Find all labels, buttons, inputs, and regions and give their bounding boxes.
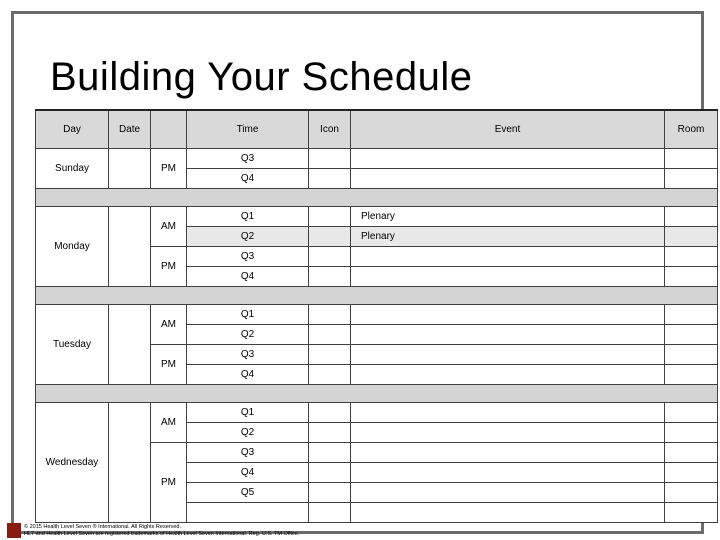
day-cell: Sunday — [36, 149, 109, 189]
date-cell[interactable] — [109, 207, 151, 287]
icon-cell[interactable] — [309, 267, 351, 287]
icon-cell[interactable] — [309, 305, 351, 325]
room-cell[interactable] — [665, 325, 718, 345]
room-cell[interactable] — [665, 403, 718, 423]
time-cell: Q4 — [187, 365, 309, 385]
room-cell[interactable] — [665, 443, 718, 463]
icon-cell[interactable] — [309, 403, 351, 423]
time-cell: Q2 — [187, 325, 309, 345]
room-cell[interactable] — [665, 483, 718, 503]
separator-cell — [36, 189, 718, 207]
period-cell: AM — [151, 207, 187, 247]
icon-cell[interactable] — [309, 463, 351, 483]
icon-cell[interactable] — [309, 227, 351, 247]
event-cell[interactable] — [351, 267, 665, 287]
header-event: Event — [351, 110, 665, 149]
icon-cell[interactable] — [309, 483, 351, 503]
day-separator-row — [36, 287, 718, 305]
time-cell: Q4 — [187, 169, 309, 189]
day-cell: Monday — [36, 207, 109, 287]
icon-cell[interactable] — [309, 149, 351, 169]
time-cell: Q2 — [187, 423, 309, 443]
time-cell: Q4 — [187, 463, 309, 483]
event-cell[interactable] — [351, 503, 665, 523]
event-cell[interactable] — [351, 483, 665, 503]
time-cell: Q2 — [187, 227, 309, 247]
day-cell: Wednesday — [36, 403, 109, 523]
room-cell[interactable] — [665, 463, 718, 483]
time-cell: Q3 — [187, 149, 309, 169]
icon-cell[interactable] — [309, 443, 351, 463]
date-cell[interactable] — [109, 403, 151, 523]
header-date: Date — [109, 110, 151, 149]
time-cell: Q1 — [187, 403, 309, 423]
period-cell: AM — [151, 403, 187, 443]
icon-cell[interactable] — [309, 503, 351, 523]
period-cell: PM — [151, 443, 187, 523]
table-row — [36, 149, 718, 169]
room-cell[interactable] — [665, 267, 718, 287]
event-cell[interactable] — [351, 149, 665, 169]
table-row — [36, 403, 718, 423]
room-cell[interactable] — [665, 365, 718, 385]
period-cell: PM — [151, 247, 187, 287]
table-header-row — [36, 110, 718, 149]
icon-cell[interactable] — [309, 423, 351, 443]
event-cell[interactable] — [351, 169, 665, 189]
header-time: Time — [187, 110, 309, 149]
separator-cell — [36, 287, 718, 305]
time-cell: Q5 — [187, 483, 309, 503]
day-cell: Tuesday — [36, 305, 109, 385]
event-cell[interactable] — [351, 403, 665, 423]
time-cell: Q3 — [187, 345, 309, 365]
room-cell[interactable] — [665, 247, 718, 267]
icon-cell[interactable] — [309, 169, 351, 189]
event-cell[interactable] — [351, 365, 665, 385]
room-cell[interactable] — [665, 305, 718, 325]
time-cell: Q1 — [187, 305, 309, 325]
header-icon: Icon — [309, 110, 351, 149]
time-cell: Q3 — [187, 247, 309, 267]
event-cell[interactable]: Plenary — [351, 207, 665, 227]
copyright-text: © 2015 Health Level Seven ® International. All Rights Reserved. — [24, 524, 181, 530]
event-cell[interactable] — [351, 247, 665, 267]
event-cell[interactable] — [351, 325, 665, 345]
time-cell: Q1 — [187, 207, 309, 227]
room-cell[interactable] — [665, 345, 718, 365]
event-cell[interactable] — [351, 443, 665, 463]
page-title: Building Your Schedule — [50, 55, 473, 99]
footer — [7, 522, 707, 539]
room-cell[interactable] — [665, 207, 718, 227]
event-cell[interactable] — [351, 463, 665, 483]
period-cell: AM — [151, 305, 187, 345]
time-cell: Q3 — [187, 443, 309, 463]
icon-cell[interactable] — [309, 345, 351, 365]
period-cell: PM — [151, 345, 187, 385]
trademark-text: HL7 and Health Level Seven are registered trademarks of Health Level Seven International. Reg. U.S. TM Office. — [24, 531, 300, 537]
hl7-logo — [7, 523, 21, 538]
icon-cell[interactable] — [309, 207, 351, 227]
room-cell[interactable] — [665, 503, 718, 523]
icon-cell[interactable] — [309, 247, 351, 267]
room-cell[interactable] — [665, 227, 718, 247]
event-cell[interactable] — [351, 305, 665, 325]
header-room: Room — [665, 110, 718, 149]
room-cell[interactable] — [665, 149, 718, 169]
date-cell[interactable] — [109, 149, 151, 189]
event-cell[interactable] — [351, 423, 665, 443]
period-cell: PM — [151, 149, 187, 189]
event-cell[interactable] — [351, 345, 665, 365]
separator-cell — [36, 385, 718, 403]
icon-cell[interactable] — [309, 365, 351, 385]
event-cell[interactable]: Plenary — [351, 227, 665, 247]
icon-cell[interactable] — [309, 325, 351, 345]
time-cell: Q4 — [187, 267, 309, 287]
date-cell[interactable] — [109, 305, 151, 385]
table-row — [36, 207, 718, 227]
schedule-table — [35, 109, 718, 523]
table-row — [36, 305, 718, 325]
room-cell[interactable] — [665, 169, 718, 189]
time-cell — [187, 503, 309, 523]
day-separator-row — [36, 189, 718, 207]
header-blank — [151, 110, 187, 149]
header-day: Day — [36, 110, 109, 149]
room-cell[interactable] — [665, 423, 718, 443]
day-separator-row — [36, 385, 718, 403]
